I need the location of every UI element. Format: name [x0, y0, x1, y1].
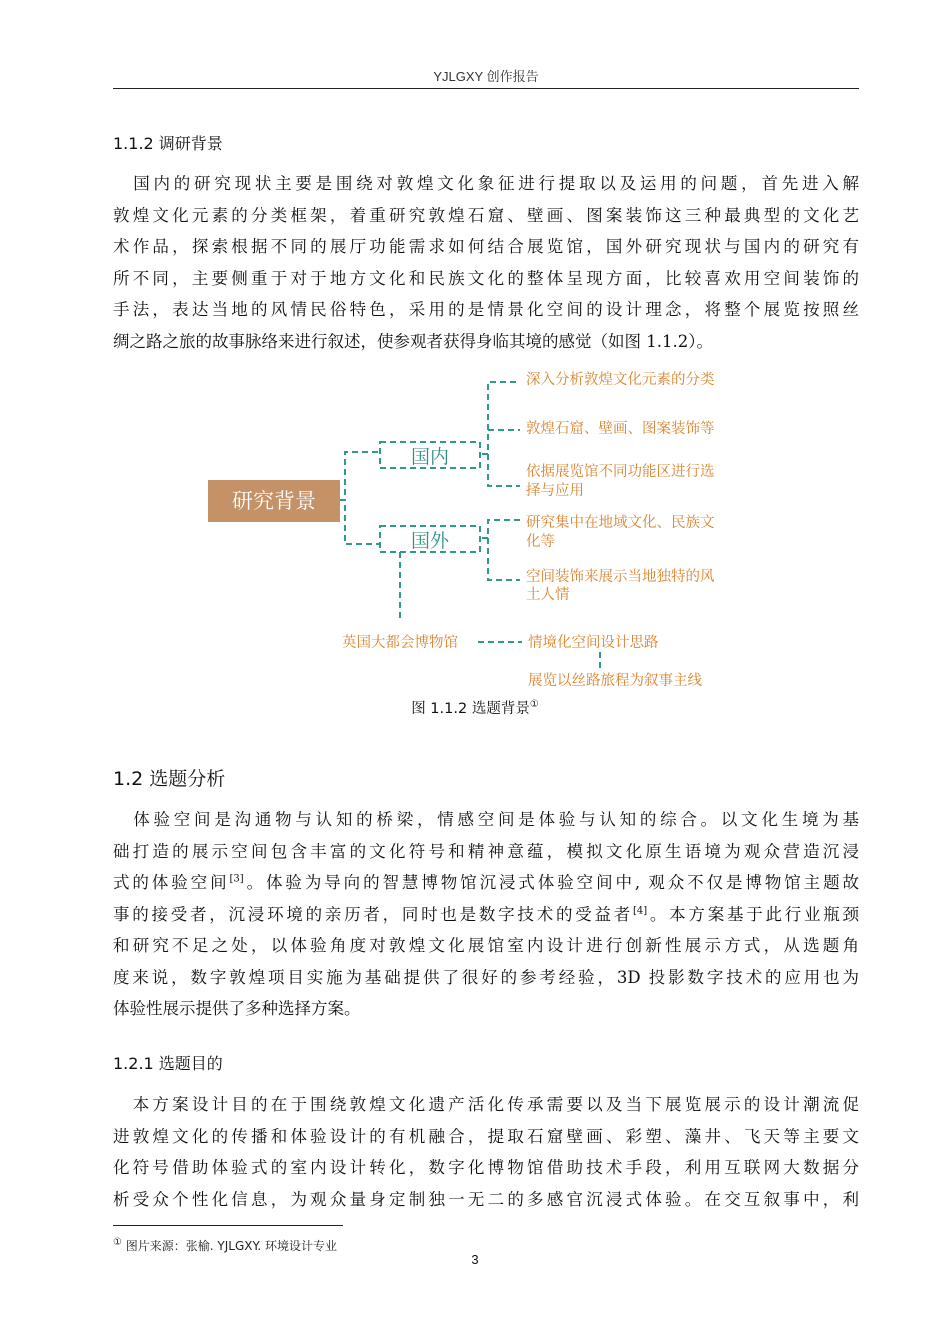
text-line: 进敦煌文化的传播和体验设计的有机融合，提取石窟壁画、彩塑、藻井、飞天等主要文 — [113, 1126, 859, 1146]
citation-ref[interactable]: [3] — [229, 873, 244, 885]
figure-caption-label: 图 1.1.2 选题背景 — [411, 701, 530, 717]
text-line: 析受众个性化信息，为观众量身定制独一无二的多感官沉浸式体验。在交互叙事中，利 — [113, 1189, 859, 1209]
section-heading-1-1-2: 1.1.2 调研背景 — [113, 134, 223, 153]
foreign-item-2b: 土人情 — [526, 587, 570, 603]
text-line: 本方案设计目的在于围绕敦煌文化遗产活化传承需要以及当下展览展示的设计潮流促 — [113, 1095, 859, 1114]
section-heading-1-2-1: 1.2.1 选题目的 — [113, 1054, 223, 1073]
domestic-node-label: 国内 — [410, 446, 450, 468]
connector-d3 — [488, 454, 520, 486]
domestic-item-3: 依据展览馆不同功能区进行选 — [526, 464, 715, 480]
footnote-text: 图片来源：张榆. YJLGXY. 环境设计专业 — [121, 1239, 338, 1253]
museum-node-label: 英国大都会博物馆 — [342, 635, 458, 651]
paragraph-research-background — [113, 168, 859, 357]
text-line: 绸之路之旅的故事脉络来进行叙述，使参观者获得身临其境的感觉（如图 1.1.2）。 — [113, 331, 713, 351]
text-line: 手法，表达当地的风情民俗特色，采用的是情景化空间的设计理念，将整个展览按照丝 — [113, 300, 859, 319]
text-line: 体验性展示提供了多种选择方案。 — [113, 999, 361, 1018]
domestic-item-3b: 择与应用 — [526, 483, 584, 499]
foreign-item-1: 研究集中在地域文化、民族文 — [526, 515, 715, 531]
museum-item-1: 情境化空间设计思路 — [528, 635, 659, 651]
connector-domestic — [340, 452, 380, 500]
root-node-label: 研究背景 — [232, 489, 316, 513]
figure-caption-mark: ① — [529, 699, 539, 711]
section-heading-1-2: 1.2 选题分析 — [113, 768, 226, 790]
text-line: 所不同，主要侧重于对于地方文化和民族文化的整体呈现方面，比较喜欢用空间装饰的 — [113, 268, 859, 288]
foreign-item-2: 空间装饰来展示当地独特的风 — [526, 569, 715, 585]
text-segment: 事的接受者，沉浸环境的亲历者，同时也是数字技术的受益者 — [113, 904, 633, 924]
text-line: 术作品，探索根据不同的展厅功能需求如何结合展览馆，国外研究现状与国内的研究有 — [113, 237, 859, 256]
text-line-with-citation — [113, 867, 859, 899]
page-header: YJLGXY 创作报告 — [433, 69, 539, 84]
text-segment: 式的体验空间 — [113, 873, 230, 892]
text-line-with-citation — [113, 899, 859, 931]
museum-item-2: 展览以丝路旅程为叙事主线 — [528, 673, 702, 689]
domestic-item-1: 深入分析敦煌文化元素的分类 — [526, 372, 715, 388]
text-line: 化符号借助体验式的室内设计转化，数字化博物馆借助技术手段，利用互联网大数据分 — [113, 1158, 859, 1177]
text-line: 国内的研究现状主要是围绕对敦煌文化象征进行提取以及运用的问题，首先进入解 — [113, 174, 859, 193]
connector-f2 — [488, 538, 520, 580]
text-line: 础打造的展示空间包含丰富的文化符号和精神意蕴，模拟文化原生语境为观众营造沉浸 — [113, 841, 859, 861]
text-line: 度来说，数字敦煌项目实施为基础提供了很好的参考经验，3D 投影数字技术的应用也为 — [113, 967, 859, 987]
header-rule — [113, 88, 859, 89]
page-number: 3 — [471, 1252, 479, 1267]
footnote-rule — [113, 1225, 343, 1226]
text-line: 体验空间是沟通物与认知的桥梁，情感空间是体验与认知的综合。以文化生境为基 — [113, 810, 859, 829]
connector-foreign — [340, 500, 380, 544]
text-segment: 。本方案基于此行业瓶颈 — [647, 904, 860, 924]
connector-f1 — [482, 520, 520, 538]
foreign-item-1b: 化等 — [526, 534, 555, 550]
paragraph-topic-analysis — [113, 804, 859, 1025]
research-background-diagram — [200, 362, 760, 692]
foreign-node-label: 国外 — [410, 530, 450, 552]
citation-ref[interactable]: [4] — [632, 905, 648, 916]
figure-caption — [0, 697, 950, 718]
footnote-mark: ① — [113, 1237, 122, 1248]
text-segment: 。体验为导向的智慧博物馆沉浸式体验空间中, 观众不仅是博物馆主题故 — [243, 873, 859, 892]
paragraph-topic-purpose — [113, 1089, 859, 1215]
text-line: 敦煌文化元素的分类框架，着重研究敦煌石窟、壁画、图案装饰这三种最典型的文化艺 — [113, 205, 859, 225]
connector-d1 — [482, 382, 520, 454]
text-line: 和研究不足之处，以体验角度对敦煌文化展馆室内设计进行创新性展示方式，从选题角 — [113, 936, 859, 955]
domestic-item-2: 敦煌石窟、壁画、图案装饰等 — [526, 421, 715, 437]
